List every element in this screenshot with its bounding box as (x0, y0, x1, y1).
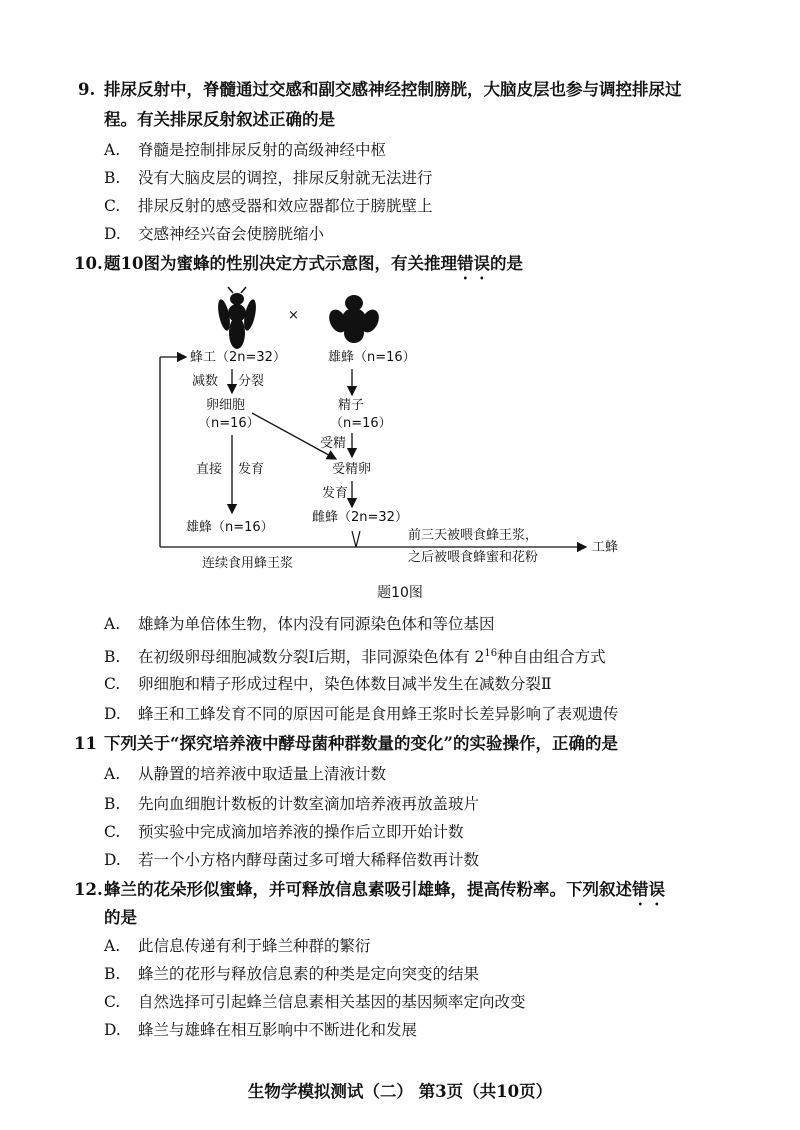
q10-stem-post: 的是 (489, 254, 523, 273)
option-label: B. (104, 795, 121, 813)
option-label: D. (104, 1021, 121, 1039)
q12-stem-line1 (74, 880, 665, 909)
option-label: B. (104, 648, 121, 667)
q10-stem-pre: 题10图为蜜蜂的性别决定方式示意图，有关推理 (104, 254, 457, 273)
q10-stem (74, 254, 523, 283)
egg-label: 卵细胞 (206, 398, 246, 413)
bee-sex-determination-diagram (140, 285, 640, 585)
option-text: 从静置的培养液中取适量上清液计数 (138, 765, 387, 783)
option-text: 蜂兰与雄蜂在相互影响中不断进化和发展 (138, 1021, 418, 1039)
option-text: 先向血细胞计数板的计数室滴加培养液再放盖玻片 (138, 795, 480, 813)
egg-n-label: （n=16） (198, 416, 260, 431)
q10-number: 10. (74, 254, 103, 273)
option-label: D. (104, 851, 121, 869)
q11-option-a (104, 764, 386, 784)
option-label: B. (104, 965, 121, 983)
royal-jelly-3days-label: 前三天被喂食蜂王浆， (408, 528, 539, 543)
worker-label: 蜂工（2n=32） (190, 350, 286, 365)
female-branch-mark (352, 531, 360, 547)
option-label: B. (104, 169, 121, 187)
option-text: 若一个小方格内酵母菌过多可增大稀释倍数再计数 (138, 851, 480, 869)
q11-number: 11 (74, 734, 97, 753)
meiosis-label-a: 减数 (192, 374, 219, 389)
meiosis-label-b: 分裂 (238, 374, 265, 389)
option-text: 卵细胞和精子形成过程中，染色体数目减半发生在减数分裂Ⅱ (138, 675, 552, 693)
option-text: 自然选择可引起蜂兰信息素相关基因的基因频率定向改变 (138, 993, 526, 1011)
option-superscript: 16 (484, 648, 498, 659)
zygote-label: 受精卵 (332, 462, 372, 477)
q10-option-d (104, 704, 619, 724)
option-label: A. (104, 937, 121, 955)
q12-option-b (104, 964, 479, 984)
q10-option-c (104, 674, 552, 694)
q9-option-c (104, 196, 433, 216)
option-label: D. (104, 705, 121, 723)
option-text: 雄蜂为单倍体生物，体内没有同源染色体和等位基因 (138, 615, 495, 633)
option-label: A. (104, 141, 121, 159)
option-text: 没有大脑皮层的调控，排尿反射就无法进行 (138, 169, 433, 187)
q12-stem-pre: 蜂兰的花朵形似蜜蜂，并可释放信息素吸引雄蜂，提高传粉率。下列叙述 (104, 880, 632, 899)
option-text: 此信息传递有利于蜂兰种群的繁衍 (138, 937, 371, 955)
option-label: C. (104, 197, 121, 215)
figure-caption: 题10图 (377, 585, 423, 601)
option-label: C. (104, 993, 121, 1011)
q9-option-b (104, 168, 433, 188)
queen-bee-icon (216, 287, 258, 349)
page-footer: 生物学模拟测试（二） 第3页（共10页） (247, 1082, 553, 1101)
option-label: C. (104, 823, 121, 841)
q12-number: 12. (74, 880, 103, 899)
q10-option-a (104, 614, 495, 634)
option-label: A. (104, 615, 121, 633)
q9-number: 9. (78, 80, 96, 99)
drone-bee-icon (326, 295, 383, 343)
q12-option-c (104, 992, 526, 1012)
q12-stem-emphasis: 错误 (632, 880, 665, 899)
option-text: 交感神经兴奋会使膀胱缩小 (138, 225, 325, 243)
q9-stem-text1: 排尿反射中，脊髓通过交感和副交感神经控制膀胱，大脑皮层也参与调控排尿过 (104, 80, 682, 99)
option-text: 蜂兰的花形与释放信息素的种类是定向突变的结果 (138, 965, 480, 983)
direct-label-b: 发育 (238, 462, 265, 477)
q9-option-a (104, 140, 386, 160)
fertilize-label: 受精 (320, 436, 347, 451)
q9-stem-line2: 程。有关排尿反射叙述正确的是 (104, 110, 335, 129)
option-text: 排尿反射的感受器和效应器都位于膀胱壁上 (138, 197, 433, 215)
q11-option-b (104, 794, 479, 814)
drone-bottom-label: 雄蜂（n=16） (186, 520, 274, 535)
q10-option-b (104, 644, 606, 667)
q12-option-d (104, 1020, 417, 1040)
sperm-n-label: （n=16） (330, 416, 392, 431)
q10-stem-emphasis: 错误 (456, 254, 490, 273)
option-text-pre: 在初级卵母细胞减数分裂Ⅰ后期，非同源染色体有 2 (138, 648, 485, 667)
develop-label: 发育 (322, 486, 349, 501)
q9-option-d (104, 224, 324, 244)
sperm-label: 精子 (338, 398, 365, 413)
option-label: C. (104, 675, 121, 693)
q12-option-a (104, 936, 371, 956)
option-label: A. (104, 765, 121, 783)
q11-stem-text: 下列关于“探究培养液中酵母菌种群数量的变化”的实验操作，正确的是 (104, 734, 618, 753)
continuous-jelly-label: 连续食用蜂王浆 (202, 556, 294, 571)
option-text: 脊髓是控制排尿反射的高级神经中枢 (138, 141, 387, 159)
direct-label-a: 直接 (196, 462, 223, 477)
q11-option-c (104, 822, 464, 842)
honey-pollen-label: 之后被喂食蜂蜜和花粉 (408, 550, 539, 565)
q9-stem-line1 (78, 80, 682, 100)
q12-stem-line2: 的是 (104, 908, 137, 927)
cross-symbol: × (288, 308, 299, 323)
drone-top-label: 雄蜂（n=16） (328, 350, 416, 365)
option-text: 预实验中完成滴加培养液的操作后立即开始计数 (138, 823, 464, 841)
q11-stem (74, 734, 618, 754)
option-text-post: 种自由组合方式 (497, 648, 606, 667)
q11-option-d (104, 850, 479, 870)
female-label: 雌蜂（2n=32） (312, 510, 408, 525)
worker-end-label: 工蜂 (592, 540, 619, 555)
option-label: D. (104, 225, 121, 243)
option-text: 蜂王和工蜂发育不同的原因可能是食用蜂王浆时长差异影响了表观遗传 (138, 705, 619, 723)
